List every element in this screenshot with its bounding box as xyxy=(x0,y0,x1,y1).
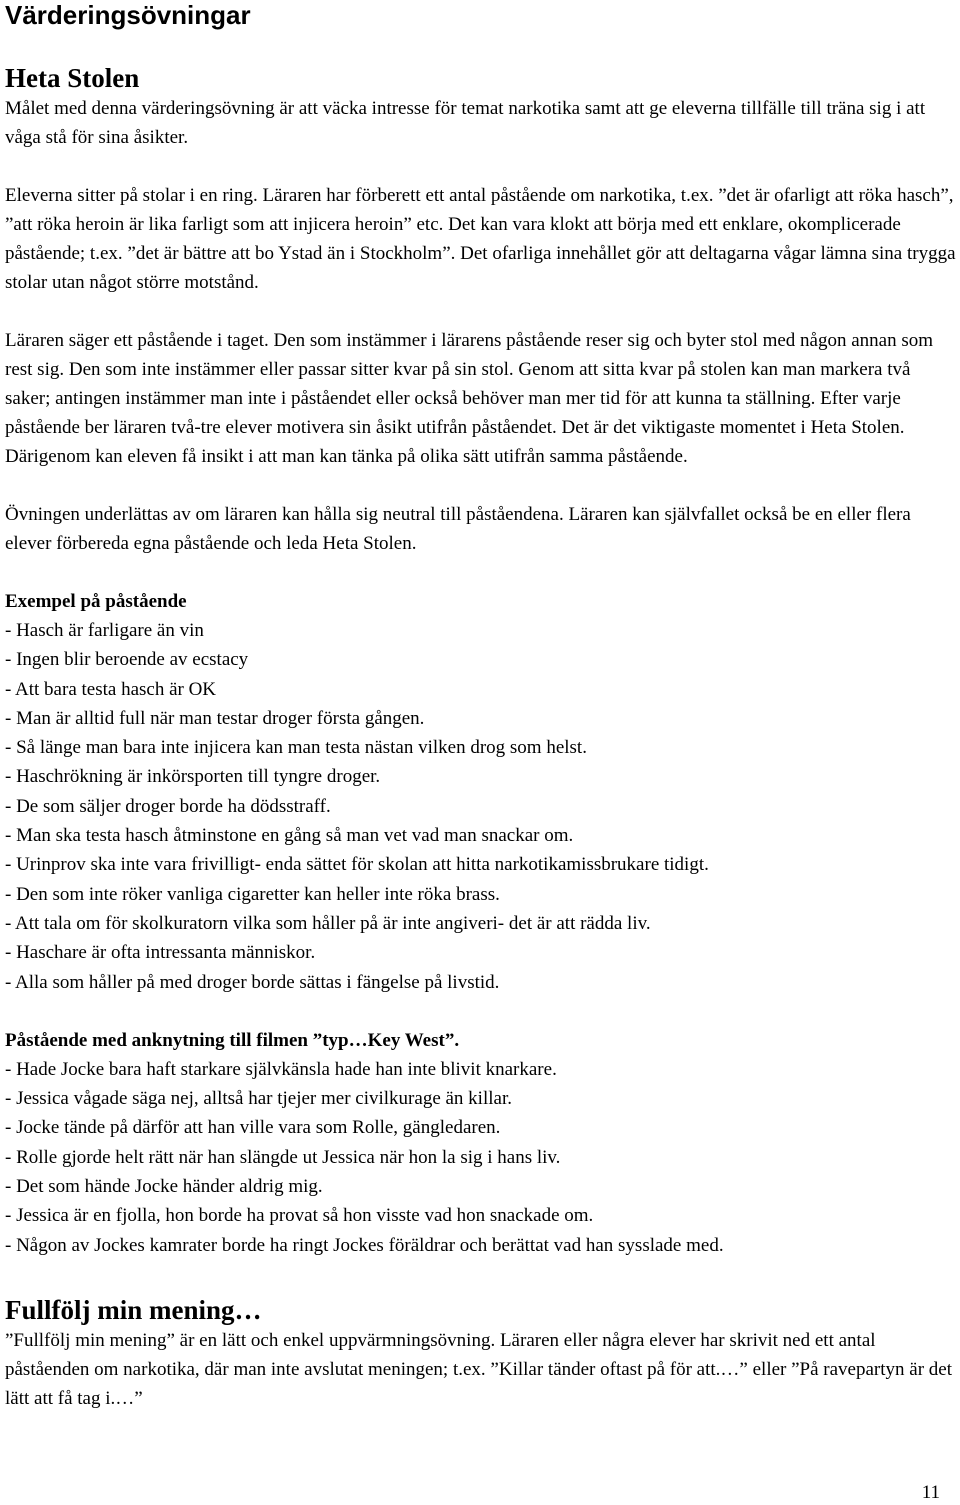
document-page xyxy=(5,0,957,1442)
list-item: - Så länge man bara inte injicera kan man testa nästan vilken drog som helst. xyxy=(5,737,587,759)
film-statements-title: Påstående med anknytning till filmen ”typ…Key West”. xyxy=(5,1029,460,1051)
list-item: - Hade Jocke bara haft starkare självkänsla hade han inte blivit knarkare. xyxy=(5,1058,557,1080)
list-item: - Att bara testa hasch är OK xyxy=(5,678,217,700)
document-title: Värderingsövningar xyxy=(5,0,251,30)
examples-title: Exempel på påstående xyxy=(5,591,187,612)
list-item: - Alla som håller på med droger borde sättas i fängelse på livstid. xyxy=(5,971,500,993)
examples-list xyxy=(5,616,957,997)
list-item: - Haschrökning är inkörsporten till tyngre droger. xyxy=(5,766,381,788)
list-item: - Det som hände Jocke händer aldrig mig. xyxy=(5,1176,323,1198)
film-statements-list xyxy=(5,1055,957,1260)
list-item: - Den som inte röker vanliga cigaretter kan heller inte röka brass. xyxy=(5,883,500,905)
list-item: - Jocke tände på därför att han ville vara som Rolle, gängledaren. xyxy=(5,1117,501,1139)
list-item: - De som säljer droger borde ha dödsstraff. xyxy=(5,795,331,817)
list-item: - Jessica är en fjolla, hon borde ha provat så hon visste vad hon snackade om. xyxy=(5,1205,594,1227)
paragraph-goal: Målet med denna värderingsövning är att väcka intresse för temat narkotika samt att ge eleverna tillfälle till träna sig i att våga stå för sina åsikter. xyxy=(5,98,926,148)
list-item: - Man ska testa hasch åtminstone en gång så man vet vad man snackar om. xyxy=(5,825,574,847)
list-item: - Rolle gjorde helt rätt när han slängde ut Jessica när hon la sig i hans liv. xyxy=(5,1146,561,1168)
list-item: - Man är alltid full när man testar droger första gången. xyxy=(5,707,425,729)
section-heading-fullfolj: Fullfölj min mening… xyxy=(5,1294,262,1325)
paragraph-neutral: Övningen underlättas av om läraren kan hålla sig neutral till påståendena. Läraren kan självfallet också be en eller flera elever förbereda egna påstående och leda Heta Stolen. xyxy=(5,504,911,554)
paragraph-setup: Eleverna sitter på stolar i en ring. Läraren har förberett ett antal påstående om narkotika, t.ex. ”det är ofarligt att röka hasch”, ”att röka heroin är lika farligt som att injicera heroin” etc. Det kan vara klokt att börja med ett enklare, okomplicerade påstående; t.ex. ”det är bättre att bo Ystad än i Stockholm”. Det ofarliga innehållet gör att deltagarna vågar lämna sina trygga stolar utan något större motstånd. xyxy=(5,185,956,293)
list-item: - Jessica vågade säga nej, alltså har tjejer mer civilkurage än killar. xyxy=(5,1088,512,1110)
list-item: - Urinprov ska inte vara frivilligt- enda sättet för skolan att hitta narkotikamissbrukare tidigt. xyxy=(5,854,709,876)
list-item: - Någon av Jockes kamrater borde ha ringt Jockes föräldrar och berättat vad han sysslade med. xyxy=(5,1234,724,1256)
list-item: - Ingen blir beroende av ecstacy xyxy=(5,649,249,671)
list-item: - Haschare är ofta intressanta människor. xyxy=(5,942,316,964)
paragraph-fullfolj: ”Fullfölj min mening” är en lätt och enkel uppvärmningsövning. Läraren eller några elever har skrivit ned ett antal påståenden om narkotika, där man inte avslutat meningen; t.ex. ”Killar tänder oftast på för att.…” eller ”På ravepartyn är det lätt att få tag i.…” xyxy=(5,1329,952,1409)
list-item: - Att tala om för skolkuratorn vilka som håller på är inte angiveri- det är att rädda liv. xyxy=(5,912,651,934)
list-item: - Hasch är farligare än vin xyxy=(5,620,204,641)
section-heading-heta-stolen: Heta Stolen xyxy=(5,63,140,93)
page-number: 11 xyxy=(921,1482,940,1503)
paragraph-procedure: Läraren säger ett påstående i taget. Den som instämmer i lärarens påstående reser sig och byter stol med någon annan som rest sig. Den som inte instämmer eller passar sitter kvar på sin stol. Genom att sitta kvar på stolen kan man markera två saker; antingen instämmer man inte i påståendet eller också behöver man mer tid för att kunna ta ställning. Efter varje påstående ber läraren två-tre elever motivera sin åsikt utifrån påståendet. Det är det viktigaste momentet i Heta Stolen. Därigenom kan eleven få insikt i att man kan tänka på olika sätt utifrån samma påstående. xyxy=(5,330,934,467)
